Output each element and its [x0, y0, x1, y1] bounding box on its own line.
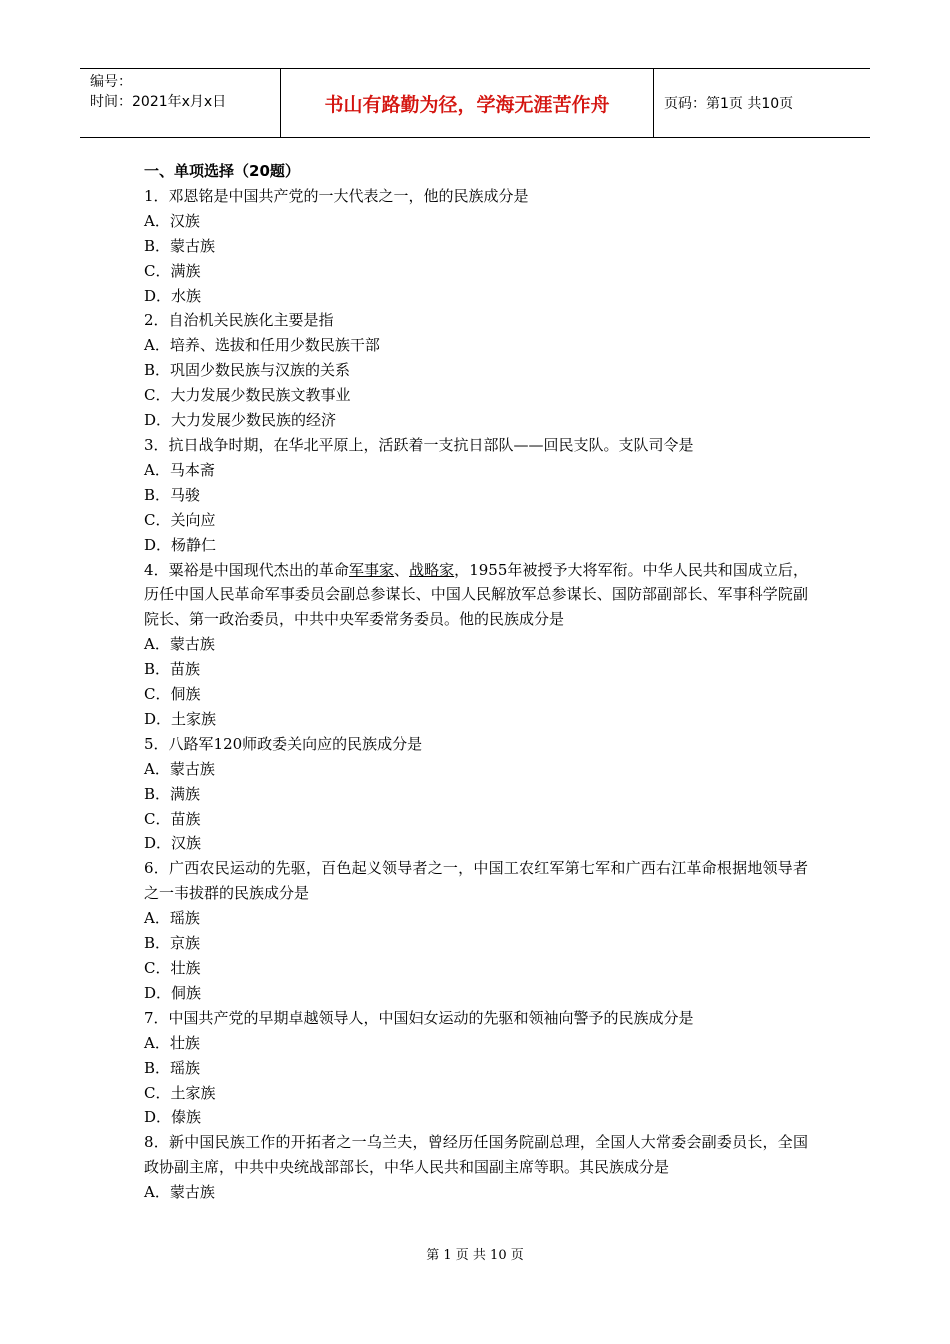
- option: B．满族: [144, 784, 201, 803]
- page-footer: [0, 1247, 950, 1265]
- option: A．蒙古族: [144, 635, 215, 654]
- option: A．壮族: [144, 1033, 200, 1052]
- stem-text: ，1955年被授予大将军衔。中华人民共和国成立后，历任中国人民革命军事委员会副总参谋长、中国人民解放军总参谋长、国防部副部长、军事科学院副院长、第一政治委员，中共中央军委常务委员。他的民族成分是: [144, 560, 808, 629]
- option: D．土家族: [144, 709, 217, 728]
- question-stem: 1．邓恩铭是中国共产党的一大代表之一，他的民族成分是: [144, 186, 529, 205]
- option: D．水族: [144, 286, 202, 305]
- option: D．侗族: [144, 983, 202, 1002]
- number-label: 编号：: [90, 74, 132, 90]
- option: C．关向应: [144, 510, 216, 529]
- underlined-term: 军事家: [348, 560, 395, 579]
- time-label: 时间：2021年x月x日: [90, 94, 227, 110]
- option: C．侗族: [144, 685, 201, 704]
- page-label: 页码：第1页 共10页: [664, 96, 794, 112]
- stem-text: 4．粟裕是中国现代杰出的革命: [144, 560, 349, 579]
- option: C．大力发展少数民族文教事业: [144, 386, 351, 405]
- header-page-cell: [654, 69, 870, 137]
- option: A．汉族: [144, 211, 200, 230]
- option: A．培养、选拔和任用少数民族干部: [144, 336, 380, 355]
- question-list: [144, 159, 808, 1205]
- header-motto-cell: [281, 69, 654, 137]
- option: C．满族: [144, 261, 201, 280]
- option: C．苗族: [144, 809, 201, 828]
- option: B．京族: [144, 934, 201, 953]
- question-stem: 6．广西农民运动的先驱，百色起义领导者之一，中国工农红军第七军和广西右江革命根据地领导者之一韦拔群的民族成分是: [144, 859, 808, 903]
- option: A．马本斋: [144, 460, 215, 479]
- option: B．瑶族: [144, 1058, 201, 1077]
- question-stem: 8．新中国民族工作的开拓者之一乌兰夫，曾经历任国务院副总理，全国人大常委会副委员长，全国政协副主席，中共中央统战部部长，中华人民共和国副主席等职。其民族成分是: [144, 1133, 808, 1177]
- option: B．苗族: [144, 660, 201, 679]
- question-stem: 2．自治机关民族化主要是指: [144, 311, 334, 330]
- question-stem: [144, 558, 808, 633]
- motto: 书山有路勤为径，学海无涯苦作舟: [324, 93, 610, 116]
- page-header: [80, 68, 870, 138]
- stem-text: 、: [394, 560, 410, 579]
- footer-page-number: 第 1 页 共 10 页: [426, 1248, 524, 1263]
- header-meta-cell: [80, 69, 281, 137]
- option: C．土家族: [144, 1083, 216, 1102]
- option: D．汉族: [144, 834, 202, 853]
- option: A．蒙古族: [144, 759, 215, 778]
- underlined-term: 战略家: [409, 560, 455, 579]
- option: B．蒙古族: [144, 236, 216, 255]
- option: B．巩固少数民族与汉族的关系: [144, 361, 351, 380]
- section-title: 一、单项选择（20题）: [144, 162, 300, 180]
- question-stem: 3．抗日战争时期，在华北平原上，活跃着一支抗日部队——回民支队。支队司令是: [144, 435, 694, 454]
- question-stem: 5．八路军120师政委关向应的民族成分是: [144, 734, 423, 753]
- option: D．杨静仁: [144, 535, 217, 554]
- option: B．马骏: [144, 485, 201, 504]
- question-stem: 7．中国共产党的早期卓越领导人，中国妇女运动的先驱和领袖向警予的民族成分是: [144, 1008, 694, 1027]
- option: A．蒙古族: [144, 1183, 215, 1202]
- option: D．大力发展少数民族的经济: [144, 411, 337, 430]
- option: C．壮族: [144, 959, 201, 977]
- option: D．傣族: [144, 1108, 202, 1127]
- option: A．瑶族: [144, 909, 200, 928]
